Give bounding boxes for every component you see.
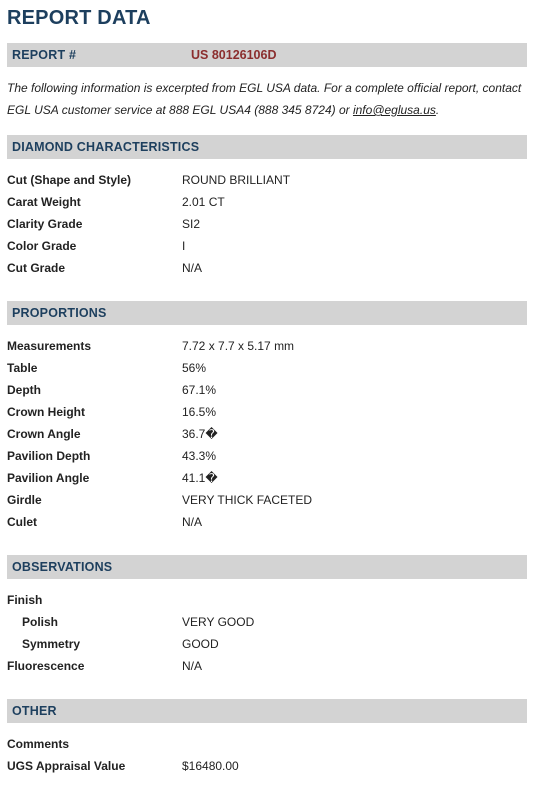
section-header-proportions (7, 301, 527, 325)
section-title-proportions: PROPORTIONS (12, 306, 107, 320)
row-value: 67.1% (182, 383, 217, 397)
table-row (7, 615, 527, 637)
row-label: Finish (7, 593, 43, 607)
row-value: 7.72 x 7.7 x 5.17 mm (182, 339, 295, 353)
table-row (7, 195, 527, 217)
table-row (7, 427, 527, 449)
table-row (7, 493, 527, 515)
intro-text (7, 77, 527, 121)
section-title-other: OTHER (12, 704, 57, 718)
row-label: Crown Angle (7, 427, 81, 441)
section-header-observations (7, 555, 527, 579)
report-number-bar (7, 43, 527, 67)
section-header-other (7, 699, 527, 723)
row-label: UGS Appraisal Value (7, 759, 126, 773)
row-label: Color Grade (7, 239, 77, 253)
table-row (7, 737, 527, 759)
row-value: GOOD (182, 637, 219, 651)
report-number-label: REPORT # (12, 48, 77, 62)
table-row (7, 637, 527, 659)
table-row (7, 759, 527, 781)
row-label: Girdle (7, 493, 42, 507)
intro-body: The following information is excerpted from EGL USA data. For a complete official report, contact EGL USA customer service at 888 EGL USA4 (888 345 8724) or (7, 81, 522, 117)
report-number-value: US 80126106D (191, 48, 277, 62)
row-value: I (182, 239, 186, 253)
table-row (7, 659, 527, 681)
row-value: VERY THICK FACETED (182, 493, 313, 507)
row-value: 36.7� (182, 427, 218, 441)
table-row (7, 239, 527, 261)
row-value: SI2 (182, 217, 201, 231)
row-value: N/A (182, 515, 203, 529)
row-label: Symmetry (22, 637, 81, 651)
row-value: ROUND BRILLIANT (182, 173, 291, 187)
row-label: Fluorescence (7, 659, 85, 673)
row-label: Culet (7, 515, 37, 529)
table-row (7, 471, 527, 493)
section-header-diamond (7, 135, 527, 159)
row-label: Polish (22, 615, 59, 629)
row-value: 56% (182, 361, 207, 375)
row-label: Measurements (7, 339, 92, 353)
row-value: N/A (182, 659, 203, 673)
page-title: REPORT DATA (7, 7, 151, 29)
row-label: Carat Weight (7, 195, 81, 209)
row-label: Clarity Grade (7, 217, 83, 231)
row-value: 43.3% (182, 449, 217, 463)
table-row (7, 339, 527, 361)
row-label: Depth (7, 383, 41, 397)
table-row (7, 217, 527, 239)
row-value: VERY GOOD (182, 615, 255, 629)
row-label: Cut Grade (7, 261, 66, 275)
row-value: 41.1� (182, 471, 218, 485)
row-value: N/A (182, 261, 203, 275)
row-value: 2.01 CT (182, 195, 225, 209)
row-label: Comments (7, 737, 70, 751)
row-value: $16480.00 (182, 759, 239, 773)
table-row (7, 261, 527, 283)
section-title-diamond: DIAMOND CHARACTERISTICS (12, 140, 200, 154)
table-row (7, 173, 527, 195)
table-row (7, 593, 527, 615)
row-label: Cut (Shape and Style) (7, 173, 132, 187)
row-value: 16.5% (182, 405, 217, 419)
row-label: Pavilion Depth (7, 449, 91, 463)
section-title-observations: OBSERVATIONS (12, 560, 113, 574)
intro-end: . (435, 103, 440, 117)
table-row (7, 449, 527, 471)
table-row (7, 361, 527, 383)
table-row (7, 383, 527, 405)
row-label: Table (7, 361, 38, 375)
table-row (7, 405, 527, 427)
row-label: Crown Height (7, 405, 85, 419)
table-row (7, 515, 527, 537)
email-link[interactable]: info@eglusa.us (352, 103, 436, 117)
row-label: Pavilion Angle (7, 471, 90, 485)
